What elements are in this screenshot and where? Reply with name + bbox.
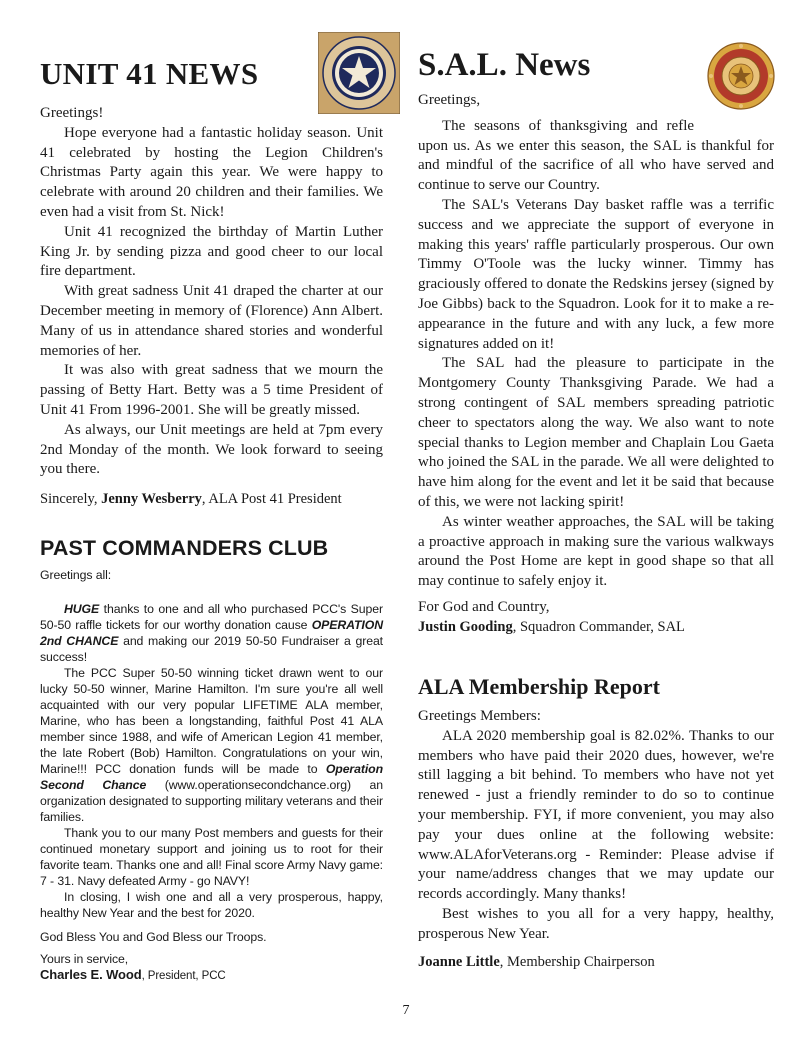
sal-paragraph: As winter weather approaches, the SAL will be taking a proactive approach in making sure the various walkways around the Post Home are kept in good shape so that all may continue to safely enjoy it. bbox=[418, 513, 774, 590]
unit41-signer: Jenny Wesberry bbox=[101, 491, 202, 508]
pcc-paragraph bbox=[40, 665, 383, 825]
pcc-signer-title: , President, PCC bbox=[141, 970, 226, 982]
sal-signer: Justin Gooding bbox=[418, 618, 513, 635]
ala-title: ALA Membership Report bbox=[418, 674, 660, 699]
pcc-title: PAST COMMANDERS CLUB bbox=[40, 536, 329, 560]
pcc-paragraph: In closing, I wish one and all a very prosperous, happy, healthy New Year and the best for 2020. bbox=[40, 890, 383, 920]
ala-greeting: Greetings Members: bbox=[418, 708, 541, 724]
pcc-text: and making our 2019 50-50 Fundraiser a great success! bbox=[40, 634, 383, 664]
ala-signature bbox=[418, 953, 774, 973]
page-number: 7 bbox=[402, 1003, 410, 1018]
sal-paragraph: The SAL had the pleasure to participate in the Montgomery County Thanksgiving Parade. We had a strong contingent of SAL members spreading patriotic cheer to spectators along the way. We also want to note special thanks to Legion member and Chaplain Lou Gaeta who joined the SAL in the parade. We all were delighted to have him along for the event and let it be said that because of this, we were not lacking spirit! bbox=[418, 355, 774, 510]
pcc-paragraph bbox=[40, 601, 383, 665]
sal-greeting: Greetings, bbox=[418, 92, 481, 108]
unit41-closing: Sincerely, bbox=[40, 491, 98, 508]
sal-signature bbox=[418, 618, 774, 638]
ala-paragraph: ALA 2020 membership goal is 82.02%. Thanks to our members who have paid their 2020 dues, however, we're still lagging a bit behind. To members who have not yet renewed - just a friendly reminder to do so to continue your membership. FYI, if more convenient, you may also pay your dues online at the following website: www.ALAforVeterans.org - Reminder: Please advise if your name/address changes that we may update our records accordingly. Many thanks! bbox=[418, 727, 774, 903]
unit41-signer-title: , ALA Post 41 President bbox=[201, 491, 342, 508]
pcc-greeting: Greetings all: bbox=[40, 568, 112, 582]
pcc-operation: Operation Second Chance bbox=[40, 762, 383, 792]
unit41-paragraph: It was also with great sadness that we mourn the passing of Betty Hart. Betty was a 5 time President of Unit 41 From 1996-2001. She will be greatly missed. bbox=[40, 362, 383, 418]
sal-closing: For God and Country, bbox=[418, 598, 550, 615]
unit41-greeting: Greetings! bbox=[40, 105, 104, 121]
american-legion-auxiliary-logo bbox=[318, 32, 400, 114]
pcc-huge: HUGE bbox=[64, 602, 100, 616]
sal-paragraph bbox=[418, 117, 774, 137]
unit41-title: UNIT 41 NEWS bbox=[40, 56, 259, 91]
pcc-signer: Charles E. Wood bbox=[40, 967, 142, 982]
pcc-text: thanks to one and all who purchased PCC's Super 50-50 raffle tickets for our worthy donation cause bbox=[40, 602, 383, 632]
unit41-paragraph: Hope everyone had a fantastic holiday season. Unit 41 celebrated by hosting the Legion Children's Christmas Party again this year. We were happy to celebrate with around 20 children and their families. We even had a visit from St. Nick! bbox=[40, 124, 383, 220]
unit41-signature bbox=[40, 490, 383, 510]
pcc-text: (www.operationsecondchance.org) an organization designated to supporting military veterans and their families. bbox=[40, 778, 383, 824]
ala-paragraph: Best wishes to you all for a very happy, healthy, prosperous New Year. bbox=[418, 905, 774, 942]
sal-paragraph: upon us. As we enter this season, the SAL is thankful for and mindful of the sacrifice of all who have served and continue to serve our Country. bbox=[418, 137, 774, 194]
pcc-blessing: God Bless You and God Bless our Troops. bbox=[40, 930, 267, 944]
sal-paragraph: The SAL's Veterans Day basket raffle was a terrific success and we appreciate the support of everyone in making this years' raffle particularly prosperous. Our own Timmy O'Toole was the lucky winner. Timmy has graciously offered to donate the Redskins jersey (signed by Joe Gibbs) back to the Squadron. Look for it to make a re-appearance in the future and with any luck, a few more signatures added on it! bbox=[418, 196, 774, 352]
pcc-text: The PCC Super 50-50 winning ticket drawn went to our lucky 50-50 winner, Marine Hamilton. I'm sure you're all well acquainted with our very popular LIFETIME ALA member, Marine, who has been a longstanding, faithful Post 41 ALA member since 1988, and wife of American Legion 41 member, the late Robert (Bob) Hamilton. Congratulations on your win, Marine!!! PCC donation funds will be made to bbox=[40, 666, 383, 776]
sal-signer-title: , Squadron Commander, SAL bbox=[512, 618, 685, 635]
pcc-paragraph: Thank you to our many Post members and guests for their continued monetary support and joining us to root for their favorite team. Thanks one and all! Final score Army Navy game: 7 - 31. Navy defeated Army - go NAVY! bbox=[40, 826, 383, 888]
ala-signer-title: , Membership Chairperson bbox=[499, 953, 655, 970]
unit41-paragraph: Unit 41 recognized the birthday of Martin Luther King Jr. by sending pizza and good cheer to our local fire department. bbox=[40, 223, 383, 280]
pcc-closing: Yours in service, bbox=[40, 952, 129, 966]
unit41-paragraph: As always, our Unit meetings are held at 7pm every 2nd Monday of the month. We look forward to seeing you there. bbox=[40, 421, 383, 478]
sal-text: The seasons of thanksgiving and refle bbox=[442, 117, 695, 134]
ala-signer: Joanne Little bbox=[418, 953, 500, 970]
pcc-operation: OPERATION 2nd CHANCE bbox=[40, 618, 383, 648]
sal-title: S.A.L. News bbox=[418, 47, 591, 83]
pcc-signature bbox=[40, 967, 383, 984]
unit41-paragraph: With great sadness Unit 41 draped the charter at our December meeting in memory of (Florence) Ann Albert. Many of us in attendance shared stories and wonderful memories of her. bbox=[40, 283, 383, 359]
